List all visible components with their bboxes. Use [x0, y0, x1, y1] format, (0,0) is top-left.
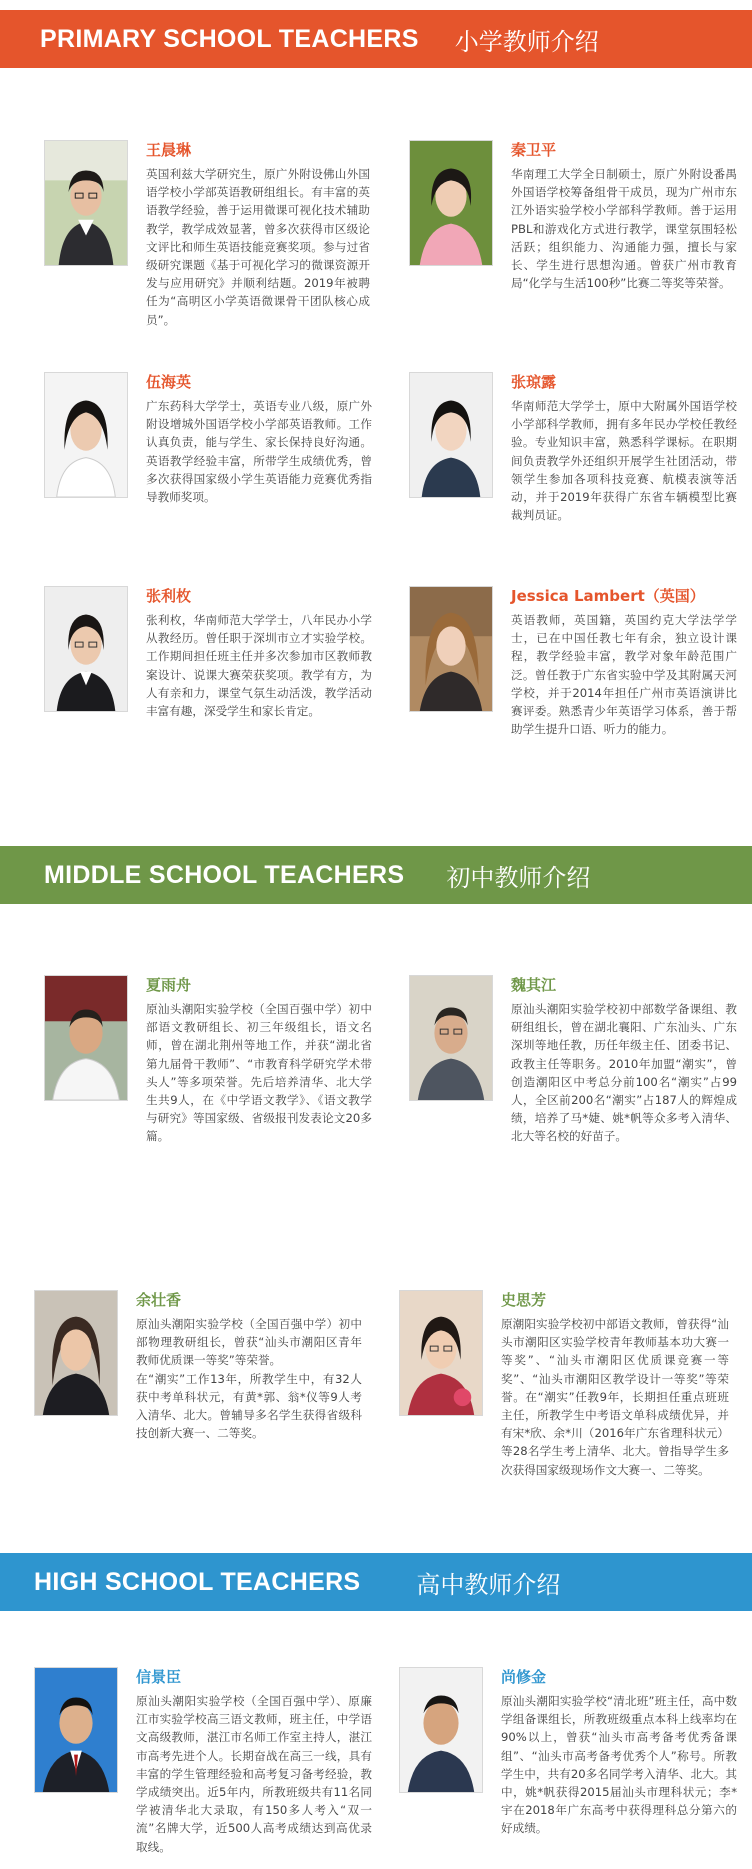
- teacher-photo: [44, 586, 128, 712]
- teacher-photo: [44, 975, 128, 1101]
- teacher-name: Jessica Lambert（英国）: [511, 587, 705, 605]
- teacher-photo: [399, 1667, 483, 1793]
- teacher-photo: [44, 140, 128, 266]
- teacher-bio: 英语教师，英国籍，英国约克大学法学学士，已在中国任教七年有余，独立设计课程，教学经验丰富，教学对象年龄范围广泛。曾任教于广东省实验中学及其附属天河学校，并于2014年担任广州市英语演讲比赛评委。熟悉青少年英语学习体系，善于帮助学生提升口语、听力的能力。: [511, 613, 737, 737]
- teacher-photo: [34, 1667, 118, 1793]
- teacher-photo: [34, 1290, 118, 1416]
- teacher-bio: 原汕头潮阳实验学校“清北班”班主任，高中数学组备课组长，所教班级重点本科上线率均在90%以上，曾获“汕头市高考备考优秀备课组”、“汕头市高考备考优秀个人”称号。所教学生中，共有20多名同学考入清华、北大。其中，姚*帆获得2015届汕头市理科状元；李*宇在2018年广东高考中获得理科总分第六的好成绩。: [501, 1694, 737, 1836]
- teacher-name: 张利枚: [146, 587, 192, 605]
- teacher-name: 伍海英: [146, 373, 192, 391]
- teacher-name: 王晨琳: [146, 141, 192, 159]
- primary-section-title-cn: 小学教师介绍: [454, 27, 599, 56]
- middle-section-title-en: MIDDLE SCHOOL TEACHERS: [44, 860, 405, 889]
- teacher-bio: 原汕头潮阳实验学校（全国百强中学）、原廉江市实验学校高三语文教师，班主任，中学语文高级教师，湛江市名师工作室主持人，湛江市高考先进个人。长期奋战在高三一线，具有丰富的学生管理经验和高考复习备考经验，教学成绩突出。近5年内，所教班级共有11名同学被清华北大录取，有150多人考入“双一流”名牌大学，近500人高考成绩达到高优录取线。: [136, 1694, 372, 1854]
- teacher-bio: 张利枚，华南师范大学学士，八年民办小学从教经历。曾任职于深圳市立才实验学校。工作期间担任班主任并多次参加市区教师教案设计、说课大赛荣获奖项。教学有方，为人有亲和力，课堂气氛生动活泼，教学活动丰富有趣，深受学生和家长肯定。: [146, 613, 372, 719]
- high-section-title-en: HIGH SCHOOL TEACHERS: [34, 1567, 361, 1596]
- teacher-name: 余壮香: [136, 1291, 182, 1309]
- primary-section-title-en: PRIMARY SCHOOL TEACHERS: [40, 24, 419, 53]
- teacher-photo: [409, 975, 493, 1101]
- teacher-photo: [44, 372, 128, 498]
- teacher-photo: [409, 586, 493, 712]
- teacher-bio: 原潮阳实验学校初中部语文教师，曾获得“汕头市潮阳区实验学校青年教师基本功大赛一等奖”、“汕头市潮阳区优质课竞赛一等奖”、“汕头市潮阳区教学设计一等奖”等荣誉。在“潮实”任教9年，长期担任重点班班主任，所教学生中考语文单科成绩优异，并有宋*欣、余*川（2016年广东省理科状元）等28名学生考上清华、北大。曾指导学生多次获得国家级现场作文大赛一、二等奖。: [501, 1317, 729, 1477]
- teacher-name: 张琼露: [511, 373, 557, 391]
- teacher-bio: 原汕头潮阳实验学校（全国百强中学）初中部物理教研组长，曾获“汕头市潮阳区青年教师优质课一等奖”等荣誉。 在“潮实”工作13年，所教学生中，有32人获中考单科状元，有黄*郭、翁*仪等9人考入清华、北大。曾辅导多名学生获得省级科技创新大赛一、二等奖。: [136, 1317, 362, 1441]
- teacher-name: 夏雨舟: [146, 976, 192, 994]
- teacher-name: 史思芳: [501, 1291, 547, 1309]
- teacher-bio: 原汕头潮阳实验学校（全国百强中学）初中部语文教研组长、初三年级组长，语文名师，曾在湖北荆州等地工作，并获“湖北省第九届骨干教师”、“市教育科学研究学术带头人”等多项荣誉。先后培养清华、北大学生共9人，在《中学语文教学》、《语文教学与研究》等国家级、省级报刊发表论文20多篇。: [146, 1002, 372, 1144]
- teacher-bio: 华南理工大学全日制硕士，原广外附设番禺外国语学校筹备组骨干成员，现为广州市东江外语实验学校小学部科学教师。善于运用PBL和游戏化方式进行教学，课堂氛围轻松活跃；组织能力、沟通能力强，擅长与家长、学生进行思想沟通。曾获广州市教育局“化学与生活100秒”比赛二等奖等荣誉。: [511, 167, 737, 291]
- teacher-bio: 英国利兹大学研究生，原广外附设佛山外国语学校小学部英语教研组组长。有丰富的英语教学经验，善于运用微课可视化技术辅助教学，教学成效显著，曾多次获得市区级论文评比和师生英语技能竞赛奖项。参与过省级研究课题《基于可视化学习的微课资源开发与应用研究》并顺利结题。2019年被聘任为“高明区小学英语微课骨干团队核心成员”。: [146, 167, 370, 327]
- teacher-photo: [409, 140, 493, 266]
- teacher-bio: 原汕头潮阳实验学校初中部数学备课组、教研组组长，曾在湖北襄阳、广东汕头、广东深圳等地任教，历任年级主任、团委书记、政教主任等职务。2010年加盟“潮实”，曾创造潮阳区中考总分前100名“潮实”占99人，全区前200名“潮实”占187人的辉煌成绩，培养了马*婕、姚*帆等众多考入清华、北大等名校的好苗子。: [511, 1002, 737, 1144]
- teacher-bio: 华南师范大学学士，原中大附属外国语学校小学部科学教师，拥有多年民办学校任教经验。专业知识丰富，熟悉科学课标。在职期间负责教学外还组织开展学生社团活动，带领学生参加各项科技竞赛、航模表演等活动，并于2019年获得广东省车辆模型比赛裁判员证。: [511, 399, 737, 523]
- high-section-title-cn: 高中教师介绍: [416, 1570, 561, 1599]
- high-section-banner: [0, 1553, 752, 1611]
- teacher-bio: 广东药科大学学士，英语专业八级，原广外附设增城外国语学校小学部英语教师。工作认真负责，能与学生、家长保持良好沟通。英语教学经验丰富，所带学生成绩优秀，曾多次获得国家级小学生英语能力竞赛优秀指导教师奖项。: [146, 399, 372, 505]
- teacher-photo: [399, 1290, 483, 1416]
- teacher-name: 信景臣: [136, 1668, 182, 1686]
- middle-section-title-cn: 初中教师介绍: [446, 863, 591, 892]
- primary-section-banner: [0, 10, 752, 68]
- teacher-name: 尚修金: [501, 1668, 547, 1686]
- teacher-name: 秦卫平: [511, 141, 557, 159]
- teacher-photo: [409, 372, 493, 498]
- teacher-name: 魏其江: [511, 976, 557, 994]
- middle-section-banner: [0, 846, 752, 904]
